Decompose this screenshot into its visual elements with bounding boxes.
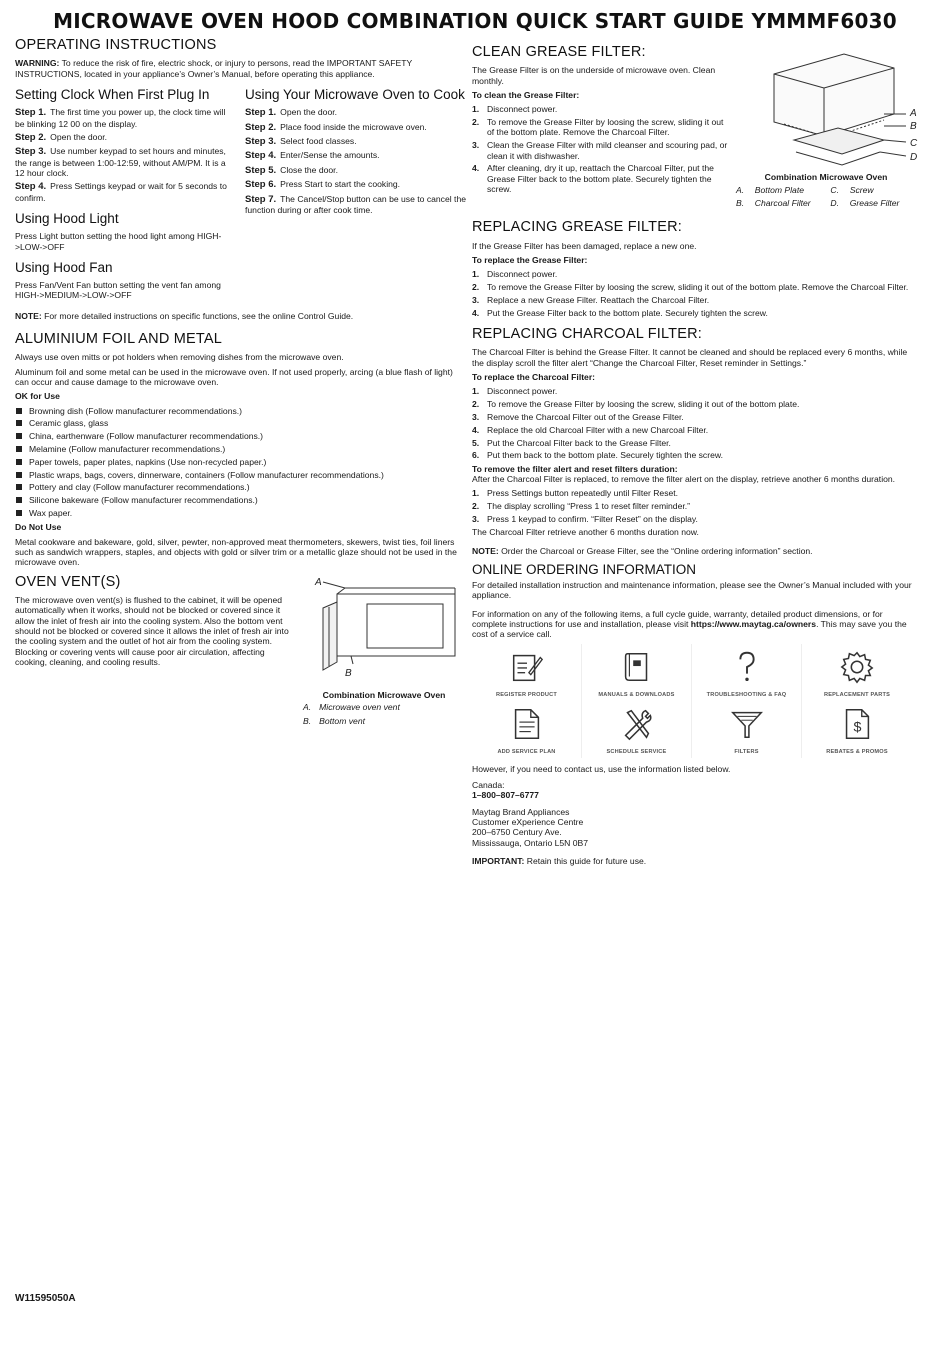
step-text: Select food classes.: [280, 135, 357, 146]
reset-steps: [472, 488, 918, 524]
reset-sub: To remove the filter alert and reset filters duration:: [472, 463, 678, 474]
list-item: [472, 412, 918, 422]
list-item: [472, 501, 918, 511]
list-text: Remove the Charcoal Filter out of the Grease Filter.: [487, 411, 684, 422]
list-item: [472, 386, 918, 396]
address-line: Mississauga, Ontario L5N 0B7: [472, 837, 589, 848]
list-number: 3.: [472, 294, 480, 305]
address-line: Customer eXperience Centre: [472, 816, 584, 827]
list-number: 3.: [472, 411, 480, 422]
important-text: Retain this guide for future use.: [526, 855, 647, 866]
ok-item: [15, 482, 467, 492]
donot-heading: Do Not Use: [15, 522, 62, 533]
owners-link[interactable]: https://www.maytag.ca/owners: [690, 619, 817, 630]
legend-row: [303, 702, 406, 713]
step-text: The Cancel/Stop button can be use to cancel the function during or after cook time.: [245, 193, 467, 215]
list-item: [472, 399, 918, 409]
square-bullet-icon: [16, 459, 22, 465]
list-number: 1.: [472, 488, 480, 499]
list-text: After cleaning, dry it up, reattach the Charcoal Filter, put the Grease Filter back to the bottom plate. Securely tighten the screw.: [487, 163, 714, 195]
legend-key: C.: [830, 184, 839, 195]
list-text: Disconnect power.: [487, 104, 558, 115]
manual-icon: [618, 648, 656, 686]
service-tile-label: REBATES & PROMOS: [826, 748, 888, 755]
service-tile-gear[interactable]: [802, 644, 912, 701]
service-tile-label: TROUBLESHOOTING & FAQ: [706, 691, 787, 698]
ok-item-text: Wax paper.: [29, 508, 73, 519]
vents-figure-block: [301, 574, 467, 729]
square-bullet-icon: [16, 497, 22, 503]
step-label: Step 7.: [245, 193, 277, 205]
step-item: [245, 165, 467, 176]
operating-heading: OPERATING INSTRUCTIONS: [15, 37, 217, 53]
foil-heading: ALUMINIUM FOIL AND METAL: [15, 330, 223, 347]
list-text: Press 1 keypad to confirm. “Filter Reset” on the display.: [487, 513, 698, 524]
step-text: Place food inside the microwave oven.: [280, 121, 427, 132]
vents-caption: Combination Microwave Oven: [322, 689, 446, 700]
list-item: [472, 438, 918, 448]
step-text: Use number keypad to set hours and minutes, the range is between 1:00-12:59, without AM/PM. It is a 12 hour clock.: [15, 146, 226, 178]
foil-p2: Aluminum foil and some metal can be used in the microwave oven. If not used properly, arcing (a blue flash of light) can occur and cause damage to the microwave oven.: [15, 366, 453, 387]
step-label: Step 6.: [245, 179, 277, 191]
filter-diagram: [734, 44, 918, 168]
legend-key: B.: [303, 715, 312, 726]
vents-text-block: [15, 574, 291, 729]
list-number: 3.: [472, 513, 480, 524]
list-number: 2.: [472, 117, 480, 128]
ordering-heading: ONLINE ORDERING INFORMATION: [472, 561, 697, 577]
replace-charcoal-intro: The Charcoal Filter is behind the Grease Filter. It cannot be cleaned and should be replaced every 6 months, while the display scroll the filter alert “Change the Charcoal Filter, Reset reminder in Settings.”: [472, 347, 908, 368]
list-text: Clean the Grease Filter with mild cleanser and scouring pad, or clean it with dishwasher.: [487, 140, 728, 161]
vents-heading: OVEN VENT(S): [15, 573, 121, 590]
hood-light-heading: Using Hood Light: [15, 211, 119, 227]
replace-charcoal-sub: To replace the Charcoal Filter:: [472, 372, 596, 383]
list-text: Put the Grease Filter back to the bottom plate. Securely tighten the screw.: [487, 307, 768, 318]
ok-item-text: Silicone bakeware (Follow manufacturer recommendations.): [29, 495, 258, 506]
register-icon: [508, 648, 546, 686]
address-line: Maytag Brand Appliances: [472, 806, 570, 817]
ok-item-text: Paper towels, paper plates, napkins (Use non-recycled paper.): [29, 456, 267, 467]
legend-value: Bottom Plate: [754, 184, 804, 195]
filter-icon: [728, 705, 766, 743]
gear-icon: [838, 648, 876, 686]
list-item: [472, 295, 918, 305]
important-label: IMPORTANT:: [472, 855, 525, 866]
step-label: Step 1.: [15, 107, 47, 119]
ok-item-text: Pottery and clay (Follow manufacturer recommendations.): [29, 482, 250, 493]
dollar-icon: [838, 705, 876, 743]
step-text: Press Settings keypad or wait for 5 seconds to confirm.: [15, 181, 227, 203]
list-text: Disconnect power.: [487, 386, 558, 397]
legend-value: Bottom vent: [319, 715, 365, 726]
vents-text: The microwave oven vent(s) is flushed to the cabinet, it will be opened automatically when it works, should not be blocked or covered since it allow the inlet of fresh air into the cooling system. Also the bottom vent should not be blocked or covered since it allows the inlet of fresh air into the cooling system and the outlet of hot air from the cooling system. Blocking or covering vents will cause poor air circulation, affecting cooking, cleaning, and cooling results.: [15, 595, 289, 667]
service-tile-manual[interactable]: [582, 644, 692, 701]
service-icon-grid: [472, 644, 912, 758]
replace-grease-heading: REPLACING GREASE FILTER:: [472, 219, 682, 236]
step-item: [245, 179, 467, 190]
service-tile-dollar[interactable]: [802, 701, 912, 758]
list-number: 6.: [472, 450, 480, 461]
ok-item: [15, 418, 467, 428]
fig-label-b: B: [345, 667, 352, 679]
filter-label-a: A: [910, 108, 917, 119]
charcoal-after: The Charcoal Filter retrieve another 6 months duration now.: [472, 527, 699, 538]
step-item: [15, 107, 233, 129]
legend-value: Charcoal Filter: [754, 197, 811, 208]
step-item: [15, 146, 233, 178]
question-icon: [728, 648, 766, 686]
clean-filter-sub: To clean the Grease Filter:: [472, 90, 580, 101]
square-bullet-icon: [16, 510, 22, 516]
list-number: 4.: [472, 163, 480, 174]
step-label: Step 3.: [15, 146, 47, 158]
ordering-p1: For detailed installation instruction and maintenance information, please see the Owner’s Manual included with your appliance.: [472, 580, 912, 601]
step-item: [245, 136, 467, 147]
service-tile-register[interactable]: [472, 644, 582, 701]
two-col-steps: [15, 87, 467, 305]
clock-section: [15, 87, 233, 305]
document-icon: [508, 705, 546, 743]
list-number: 5.: [472, 437, 480, 448]
step-text: Enter/Sense the amounts.: [280, 150, 380, 161]
step-text: Open the door.: [280, 107, 338, 118]
square-bullet-icon: [16, 408, 22, 414]
ok-heading: OK for Use: [15, 391, 60, 402]
page-title: MICROWAVE OVEN HOOD COMBINATION QUICK START GUIDE YMMMF6030: [53, 9, 897, 33]
filter-label-c: C: [910, 138, 918, 149]
list-text: To remove the Grease Filter by loosing the screw, sliding it out of the bottom plate. Remove the Charcoal Filter.: [487, 282, 909, 293]
warning-text: To reduce the risk of fire, electric shock, or injury to persons, read the IMPORTANT SAFETY INSTRUCTIONS, located in your appliance’s Owner’s Manual, before operating this appliance.: [15, 58, 413, 79]
note-control-guide: [15, 311, 467, 321]
right-column: [472, 44, 918, 870]
service-tile-question[interactable]: [692, 644, 802, 701]
filter-caption: Combination Microwave Oven: [764, 172, 888, 183]
donot-text: Metal cookware and bakeware, gold, silver, pewter, non-approved meat thermometers, skewers, twist ties, foil liners such as sandwich wrappers, staples, and objects with gold or silver trim or a metallic glaze should not be used in the microwave oven.: [15, 536, 457, 568]
ok-list: [15, 406, 467, 519]
filter-legend: [734, 183, 918, 212]
legend-value: Screw: [849, 184, 874, 195]
square-bullet-icon: [16, 446, 22, 452]
ok-item: [15, 508, 467, 518]
hood-light-text: Press Light button setting the hood light among HIGH->LOW->OFF: [15, 231, 222, 252]
list-item: [472, 163, 728, 194]
ok-item-text: Browning dish (Follow manufacturer recommendations.): [29, 405, 243, 416]
service-tile-label: MANUALS & DOWNLOADS: [598, 691, 675, 698]
list-item: [472, 514, 918, 524]
list-number: 2.: [472, 399, 480, 410]
left-column: [15, 37, 467, 729]
square-bullet-icon: [16, 420, 22, 426]
warning: [15, 58, 467, 79]
ok-item-text: Plastic wraps, bags, covers, dinnerware, containers (Follow manufacturer recommendations.): [29, 469, 384, 480]
service-tile-label: REPLACEMENT PARTS: [823, 691, 891, 698]
list-item: [472, 425, 918, 435]
svg-text:$: $: [853, 719, 862, 736]
replace-charcoal-heading: REPLACING CHARCOAL FILTER:: [472, 326, 702, 343]
clean-filter-text: [472, 44, 728, 211]
using-oven-section: [245, 87, 467, 305]
phone-number: 1–800–807–6777: [472, 790, 539, 801]
filter-label-b: B: [910, 121, 917, 132]
legend-key: B.: [736, 197, 745, 208]
replace-grease-intro: If the Grease Filter has been damaged, replace a new one.: [472, 240, 697, 251]
list-item: [472, 308, 918, 318]
ok-item: [15, 444, 467, 454]
clean-filter-intro: The Grease Filter is on the underside of microwave oven. Clean monthly.: [472, 65, 716, 86]
list-number: 2.: [472, 501, 480, 512]
step-item: [245, 194, 467, 216]
list-item: [472, 140, 728, 161]
step-label: Step 3.: [245, 135, 277, 147]
square-bullet-icon: [16, 472, 22, 478]
replace-grease-sub: To replace the Grease Filter:: [472, 254, 588, 265]
list-number: 4.: [472, 307, 480, 318]
list-number: 2.: [472, 282, 480, 293]
oven-steps: [245, 107, 467, 215]
clean-filter-section: [472, 44, 918, 211]
country: Canada:: [472, 779, 505, 790]
step-label: Step 4.: [245, 150, 277, 162]
clean-steps: [472, 104, 728, 194]
service-tile-document[interactable]: [472, 701, 582, 758]
note-text: For more detailed instructions on specific functions, see the online Control Guide.: [44, 310, 354, 321]
ok-item-text: China, earthenware (Follow manufacturer recommendations.): [29, 431, 264, 442]
ok-item-text: Ceramic glass, glass: [29, 418, 109, 429]
list-number: 1.: [472, 386, 480, 397]
list-number: 1.: [472, 104, 480, 115]
list-item: [472, 104, 728, 114]
ok-item-text: Melamine (Follow manufacturer recommendations.): [29, 444, 226, 455]
list-text: To remove the Grease Filter by loosing the screw, sliding it out of the bottom plate.: [487, 399, 800, 410]
list-number: 1.: [472, 269, 480, 280]
list-text: Replace the old Charcoal Filter with a new Charcoal Filter.: [487, 424, 709, 435]
list-text: Replace a new Grease Filter. Reattach the Charcoal Filter.: [487, 294, 710, 305]
legend-key: D.: [830, 197, 839, 208]
warning-label: WARNING:: [15, 58, 60, 69]
using-oven-heading: Using Your Microwave Oven to Cook: [245, 87, 465, 103]
list-item: [472, 282, 918, 292]
step-label: Step 2.: [245, 121, 277, 133]
ok-item: [15, 470, 467, 480]
hood-fan-heading: Using Hood Fan: [15, 259, 113, 275]
list-item: [472, 488, 918, 498]
step-item: [15, 181, 233, 203]
clock-steps: [15, 107, 233, 203]
address-block: [472, 807, 918, 848]
legend-value: Microwave oven vent: [319, 702, 400, 713]
list-number: 4.: [472, 424, 480, 435]
note-label: NOTE:: [15, 310, 42, 321]
clock-heading: Setting Clock When First Plug In: [15, 87, 210, 103]
clean-filter-heading: CLEAN GREASE FILTER:: [472, 44, 646, 60]
step-text: Open the door.: [50, 131, 108, 142]
square-bullet-icon: [16, 433, 22, 439]
list-text: Press Settings button repeatedly until Filter Reset.: [487, 488, 679, 499]
step-item: [245, 122, 467, 133]
list-item: [472, 117, 728, 138]
list-text: Put the Charcoal Filter back to the Grease Filter.: [487, 437, 671, 448]
step-label: Step 5.: [245, 164, 277, 176]
step-label: Step 4.: [15, 181, 47, 193]
step-text: Close the door.: [280, 164, 338, 175]
address-line: 200–6750 Century Ave.: [472, 827, 562, 838]
fig-label-a: A: [315, 576, 322, 588]
ok-item: [15, 495, 467, 505]
foil-p1: Always use oven mitts or pot holders when removing dishes from the microwave oven.: [15, 352, 344, 363]
list-text: Disconnect power.: [487, 269, 558, 280]
legend-row: [303, 716, 406, 727]
ordering-p2-text-end: . This may save you the cost of a service call.: [472, 619, 907, 640]
filter-figure-block: [734, 44, 918, 211]
list-text: Put them back to the bottom plate. Securely tighten the screw.: [487, 450, 723, 461]
note-text: Order the Charcoal or Grease Filter, see the “Online ordering information” section.: [501, 545, 813, 556]
service-tile-label: SCHEDULE SERVICE: [606, 748, 667, 755]
list-item: [472, 450, 918, 460]
ordering-p2: [472, 609, 918, 640]
ok-item: [15, 431, 467, 441]
list-item: [472, 269, 918, 279]
service-tile-tools[interactable]: [582, 701, 692, 758]
ok-item: [15, 406, 467, 416]
service-tile-label: ADD SERVICE PLAN: [497, 748, 556, 755]
charcoal-steps: [472, 386, 918, 460]
oven-body: [337, 594, 455, 656]
grease-steps: [472, 269, 918, 318]
important-note: [472, 856, 918, 866]
reset-intro: After the Charcoal Filter is replaced, to remove the filter alert on the display, retrieve another 6 months duration.: [472, 474, 896, 485]
list-text: To remove the Grease Filter by loosing the screw, sliding it out of the bottom plate. Remove the Charcoal Filter.: [487, 117, 724, 138]
legend-value: Grease Filter: [849, 197, 900, 208]
step-text: Press Start to start the cooking.: [280, 179, 401, 190]
ordering-p2-text: For information on any of the following items, a full cycle guide, warranty, detailed product dimensions, or for complete instructions for use and installation, please visit: [472, 608, 883, 630]
vents-legend: [301, 700, 408, 729]
step-text: The first time you power up, the clock time will be blinking 12 00 on the display.: [15, 107, 226, 129]
ok-item: [15, 457, 467, 467]
list-number: 3.: [472, 140, 480, 151]
step-item: [245, 150, 467, 161]
vents-section: [15, 574, 467, 729]
vent-diagram: [301, 574, 467, 686]
hood-fan-text: Press Fan/Vent Fan button setting the vent fan among HIGH->MEDIUM->LOW->OFF: [15, 280, 221, 301]
service-tile-label: REGISTER PRODUCT: [495, 691, 557, 698]
step-label: Step 2.: [15, 131, 47, 143]
note-label: NOTE:: [472, 545, 499, 556]
step-item: [15, 132, 233, 143]
legend-key: A.: [303, 702, 312, 713]
tools-icon: [618, 705, 656, 743]
note-order: [472, 546, 918, 556]
service-tile-filter[interactable]: [692, 701, 802, 758]
step-label: Step 1.: [245, 107, 277, 119]
list-text: The display scrolling “Press 1 to reset filter reminder.”: [487, 501, 690, 512]
filter-label-d: D: [910, 152, 918, 163]
contact-text: However, if you need to contact us, use the information listed below.: [472, 763, 731, 774]
step-item: [245, 107, 467, 118]
legend-key: A.: [736, 184, 745, 195]
service-tile-label: FILTERS: [734, 748, 759, 755]
square-bullet-icon: [16, 484, 22, 490]
document-code: W11595050A: [15, 1293, 76, 1304]
